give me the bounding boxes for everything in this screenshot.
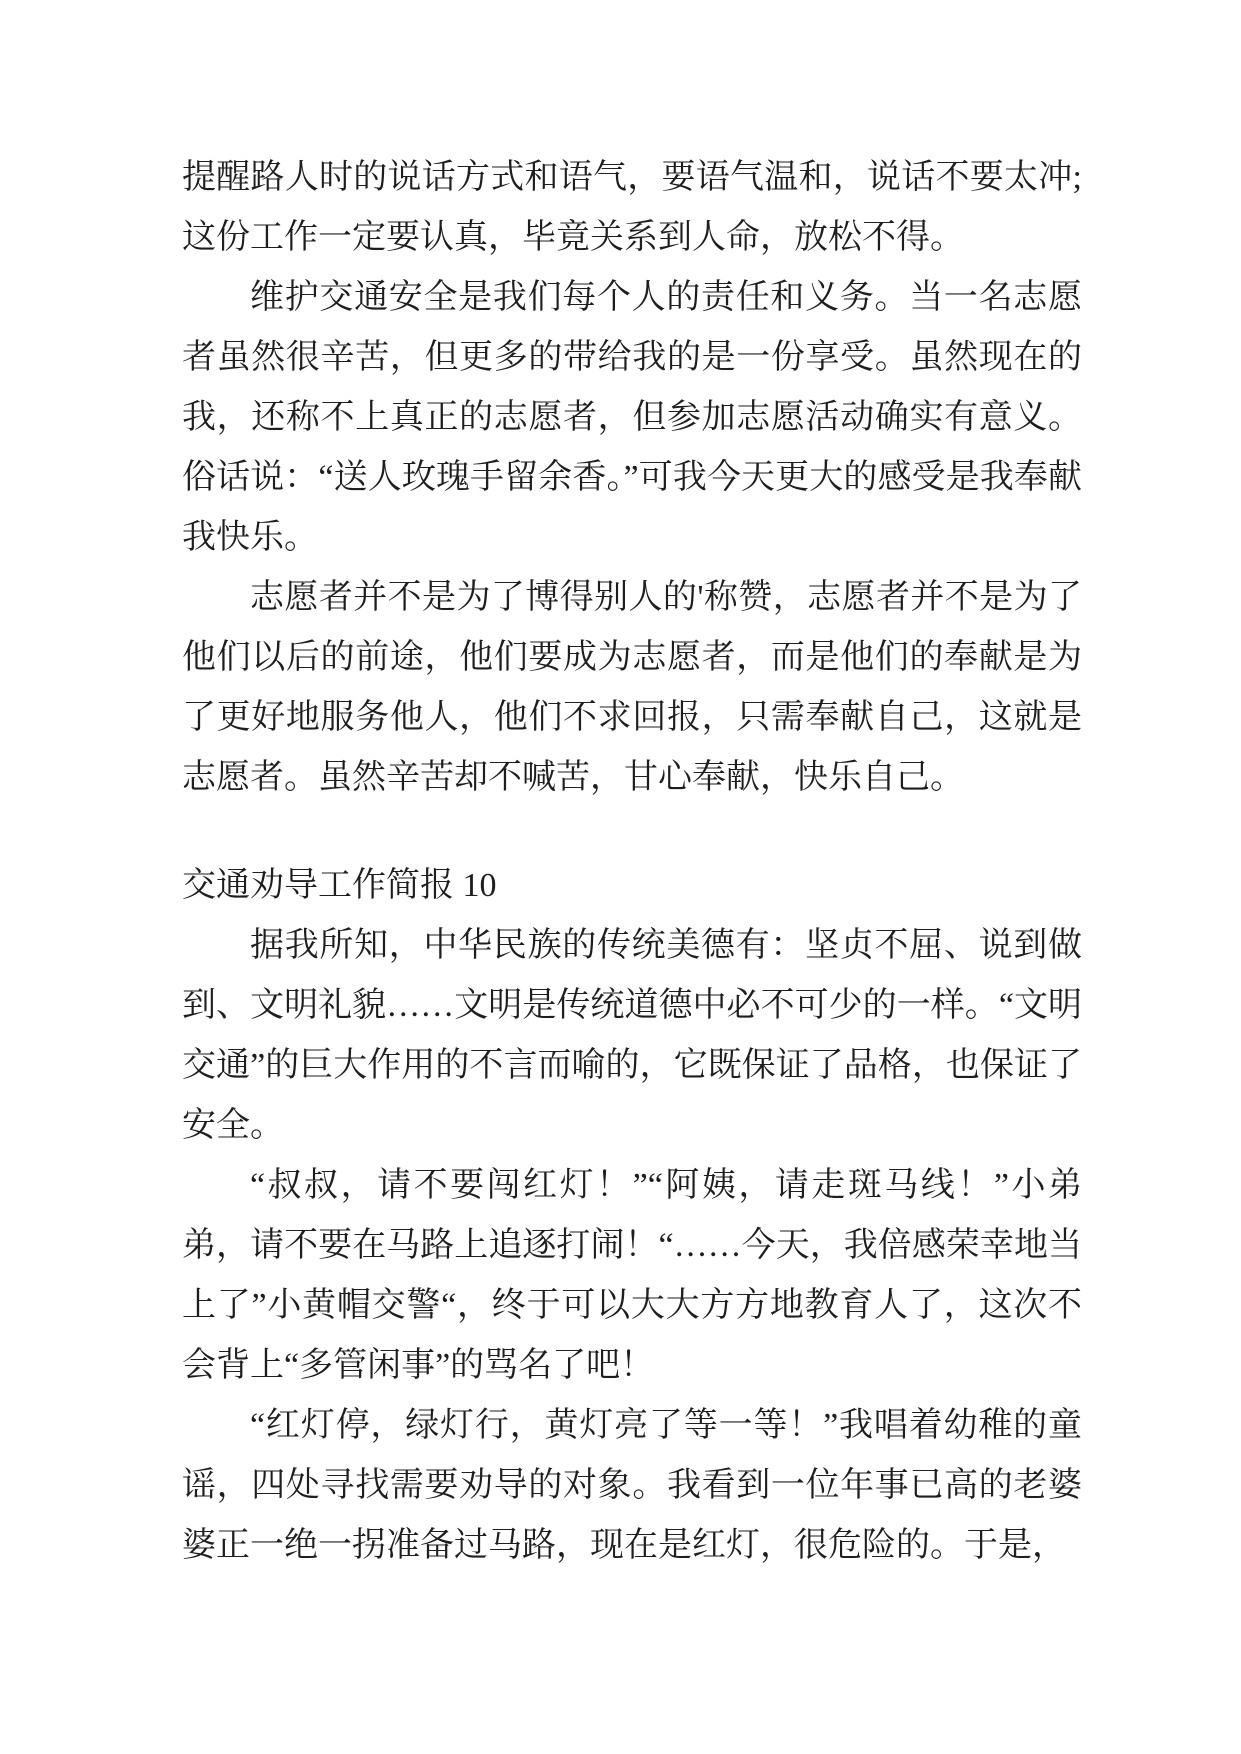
paragraph: 志愿者并不是为了博得别人的'称赞，志愿者并不是为了他们以后的前途，他们要成为志愿者，而是他们的奉献是为了更好地服务他人，他们不求回报，只需奉献自己，这就是志愿者。虽然辛苦却不喊苦，甘心奉献，快乐自己。 bbox=[182, 579, 1082, 796]
paragraph: 维护交通安全是我们每个人的责任和义务。当一名志愿者虽然很辛苦，但更多的带给我的是一份享受。虽然现在的我，还称不上真正的志愿者，但参加志愿活动确实有意义。俗话说：“送人玫瑰手留余香。”可我今天更大的感受是我奉献我快乐。 bbox=[182, 279, 1082, 556]
paragraph-continuation: 提醒路人时的说话方式和语气，要语气温和，说话不要太冲;这份工作一定要认真，毕竟关系到人命，放松不得。 bbox=[182, 159, 1082, 256]
section-heading: 交通劝导工作简报 10 bbox=[182, 867, 497, 904]
document-body bbox=[182, 148, 1082, 1576]
paragraph: “红灯停，绿灯行，黄灯亮了等一等！”我唱着幼稚的童谣，四处寻找需要劝导的对象。我看到一位年事已高的老婆婆正一绝一拐准备过马路，现在是红灯，很危险的。于是， bbox=[182, 1407, 1082, 1564]
paragraph: 据我所知，中华民族的传统美德有：坚贞不屈、说到做到、文明礼貌……文明是传统道德中必不可少的一样。“文明交通”的巨大作用的不言而喻的，它既保证了品格，也保证了安全。 bbox=[182, 927, 1082, 1144]
paragraph: “叔叔，请不要闯红灯！”“阿姨，请走斑马线！”小弟弟，请不要在马路上追逐打闹！“……今天，我倍感荣幸地当上了”小黄帽交警“，终于可以大大方方地教育人了，这次不会背上“多管闲事”的骂名了吧！ bbox=[182, 1167, 1082, 1384]
